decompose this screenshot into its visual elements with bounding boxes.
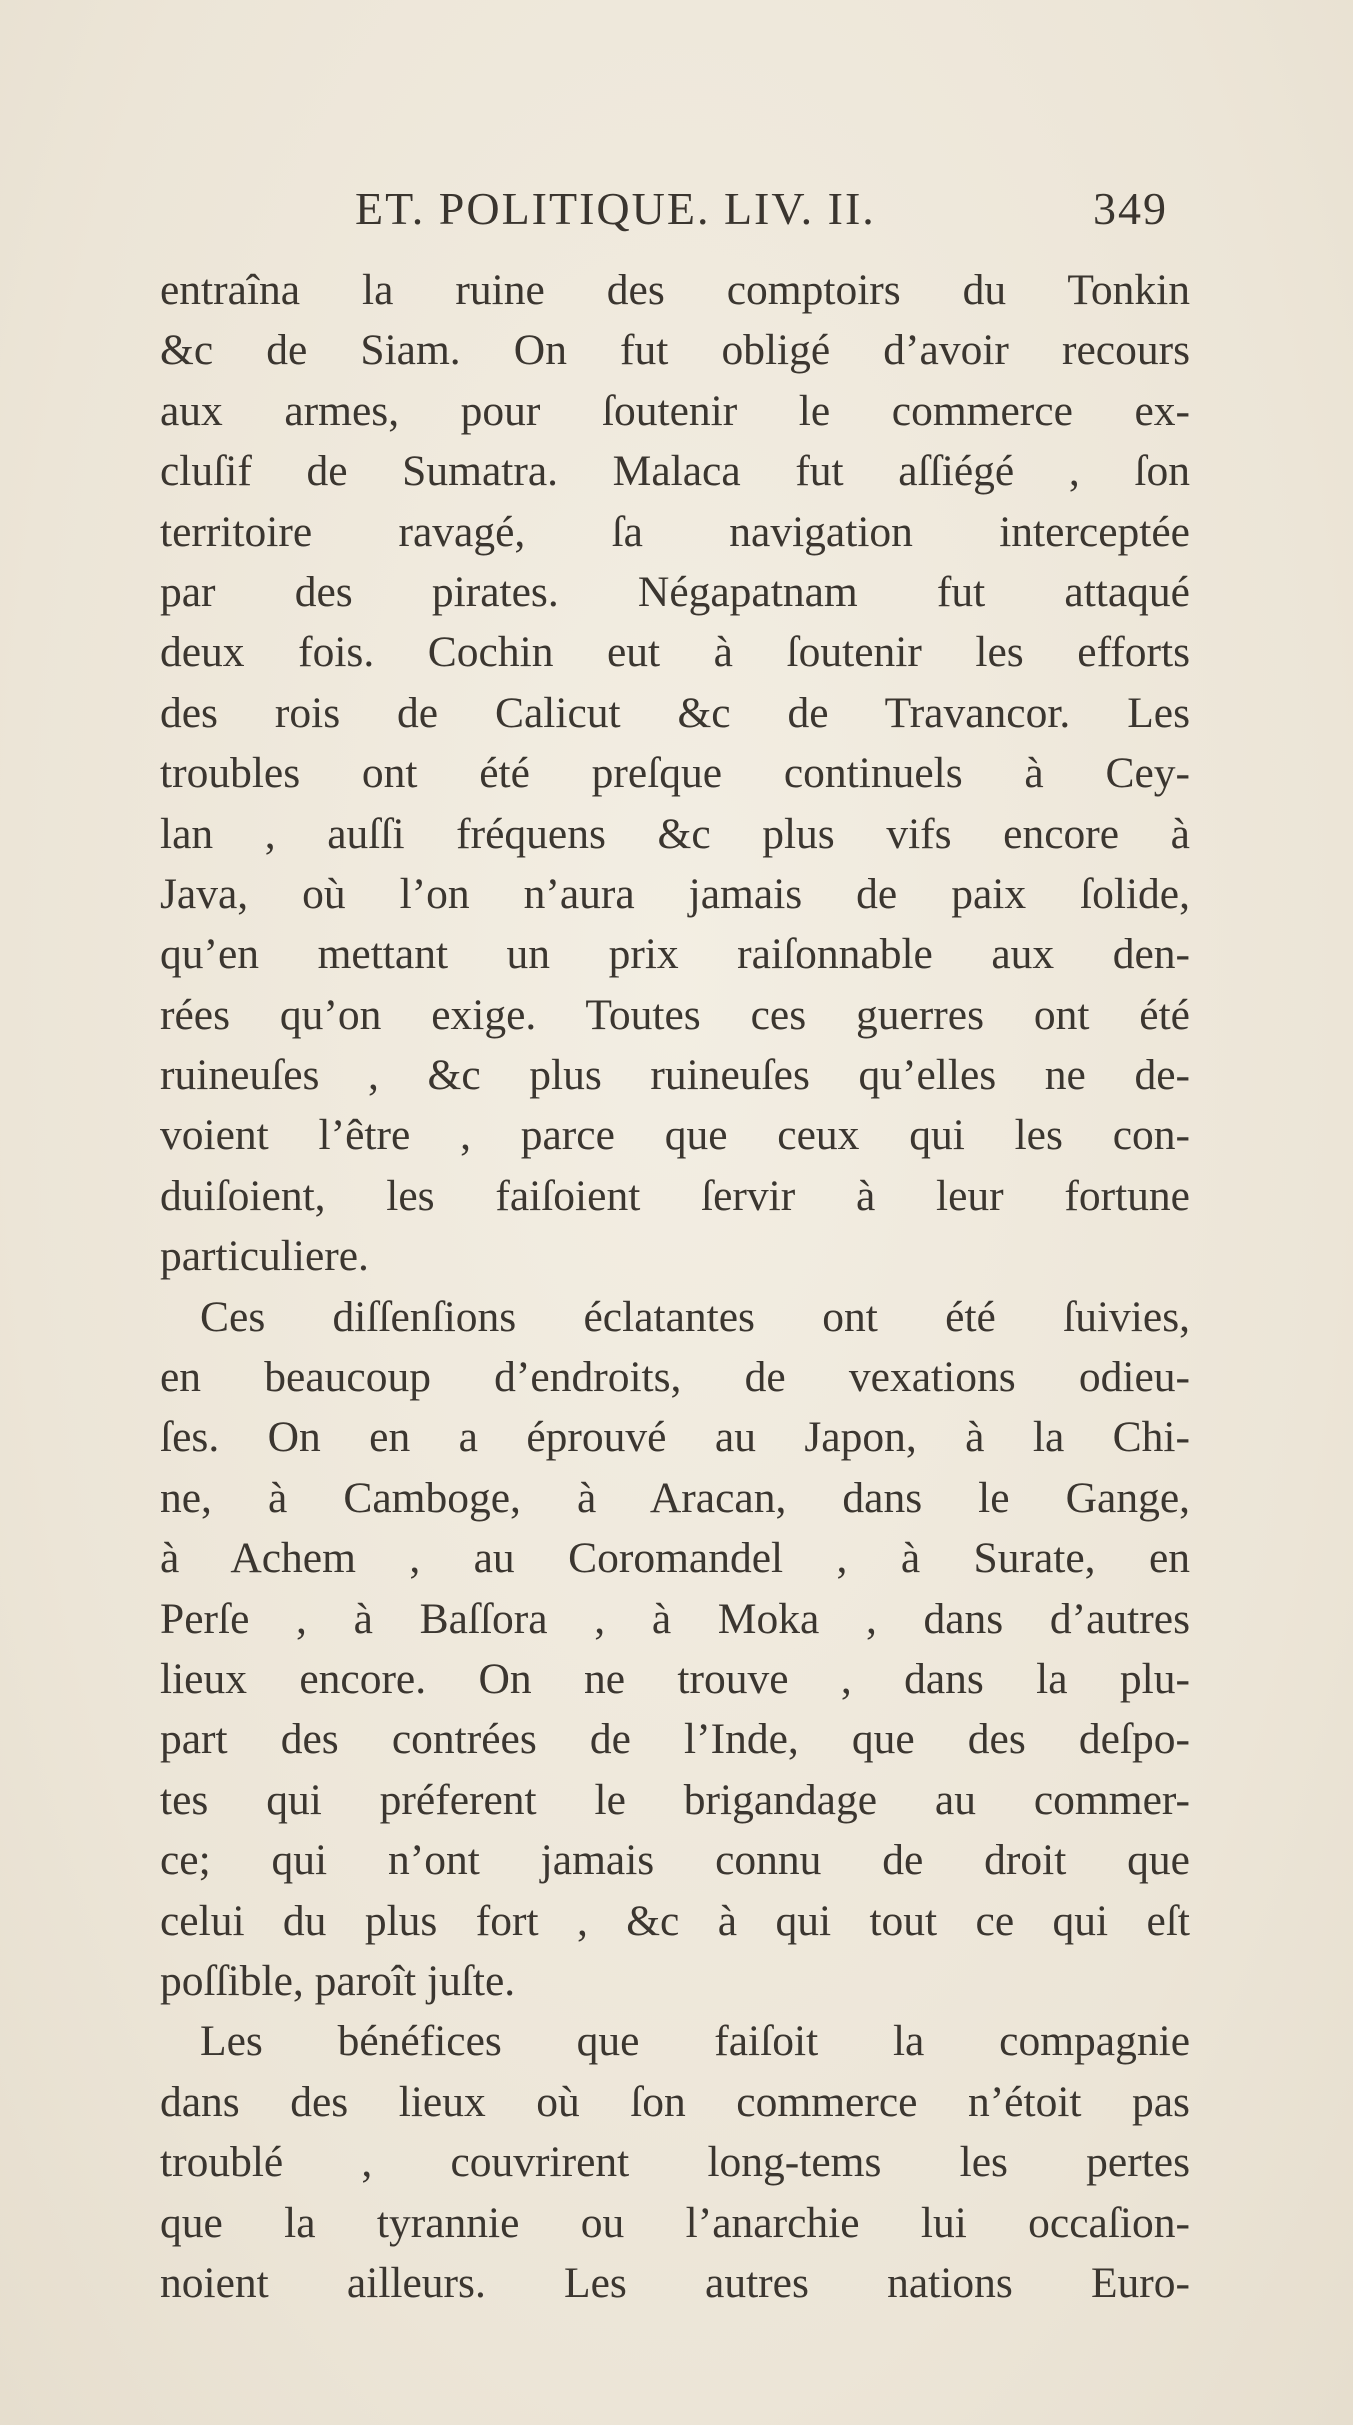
text-line: aux armes, pour ſoutenir le commerce ex- — [160, 386, 1190, 435]
page-number: 349 — [1093, 183, 1168, 234]
text-line: celui du plus fort , &c à qui tout ce qui eſt — [160, 1896, 1190, 1945]
text-line: entraîna la ruine des comptoirs du Tonkin — [160, 266, 1190, 314]
text-line: &c de Siam. On fut obligé d’avoir recours — [160, 326, 1190, 375]
running-head — [160, 180, 1190, 260]
text-line: Ces diſſenſions éclatantes ont été ſuivies, — [200, 1292, 1190, 1341]
text-line: par des pirates. Négapatnam fut attaqué — [160, 567, 1190, 616]
text-line: deux fois. Cochin eut à ſoutenir les efforts — [160, 628, 1190, 677]
text-line: noient ailleurs. Les autres nations Euro- — [160, 2258, 1190, 2307]
body-text — [160, 260, 1190, 2313]
text-line: rées qu’on exige. Toutes ces guerres ont été — [160, 990, 1190, 1039]
text-line: qu’en mettant un prix raiſonnable aux den- — [160, 930, 1190, 979]
text-line: troublé , couvrirent long-tems les pertes — [160, 2138, 1190, 2187]
text-line: ne, à Camboge, à Aracan, dans le Gange, — [160, 1473, 1190, 1522]
text-line: voient l’être , parce que ceux qui les con- — [160, 1111, 1190, 1160]
text-line: Java, où l’on n’aura jamais de paix ſolide, — [160, 869, 1190, 918]
text-line: part des contrées de l’Inde, que des deſpo- — [160, 1715, 1190, 1764]
text-line: que la tyrannie ou l’anarchie lui occaſion- — [160, 2198, 1190, 2247]
text-line: poſſible, paroît juſte. — [160, 1956, 516, 2005]
text-line: lan , auſſi fréquens &c plus vifs encore à — [160, 809, 1190, 858]
text-line: à Achem , au Coromandel , à Surate, en — [160, 1534, 1190, 1583]
text-line: tes qui préferent le brigandage au commer- — [160, 1775, 1190, 1824]
text-line: particuliere. — [160, 1232, 369, 1281]
text-line: ruineuſes , &c plus ruineuſes qu’elles ne de- — [160, 1051, 1190, 1100]
text-line: Les bénéfices que faiſoit la compagnie — [200, 2017, 1190, 2066]
text-line: territoire ravagé, ſa navigation interceptée — [160, 507, 1190, 556]
text-line: ce; qui n’ont jamais connu de droit que — [160, 1836, 1190, 1885]
text-line: des rois de Calicut &c de Travancor. Les — [160, 688, 1190, 737]
running-title: ET. POLITIQUE. LIV. II. — [355, 183, 876, 234]
text-line: dans des lieux où ſon commerce n’étoit pas — [160, 2077, 1190, 2126]
text-line: lieux encore. On ne trouve , dans la plu- — [160, 1654, 1190, 1703]
text-block — [160, 180, 1190, 2313]
text-line: en beaucoup d’endroits, de vexations odieu- — [160, 1353, 1190, 1402]
text-line: cluſif de Sumatra. Malaca fut aſſiégé , ſon — [160, 447, 1190, 496]
text-line: troubles ont été preſque continuels à Cey- — [160, 749, 1190, 798]
text-line: Perſe , à Baſſora , à Moka , dans d’autres — [160, 1594, 1190, 1643]
text-line: ſes. On en a éprouvé au Japon, à la Chi- — [160, 1413, 1190, 1462]
text-line: duiſoient, les faiſoient ſervir à leur fortune — [160, 1171, 1190, 1220]
